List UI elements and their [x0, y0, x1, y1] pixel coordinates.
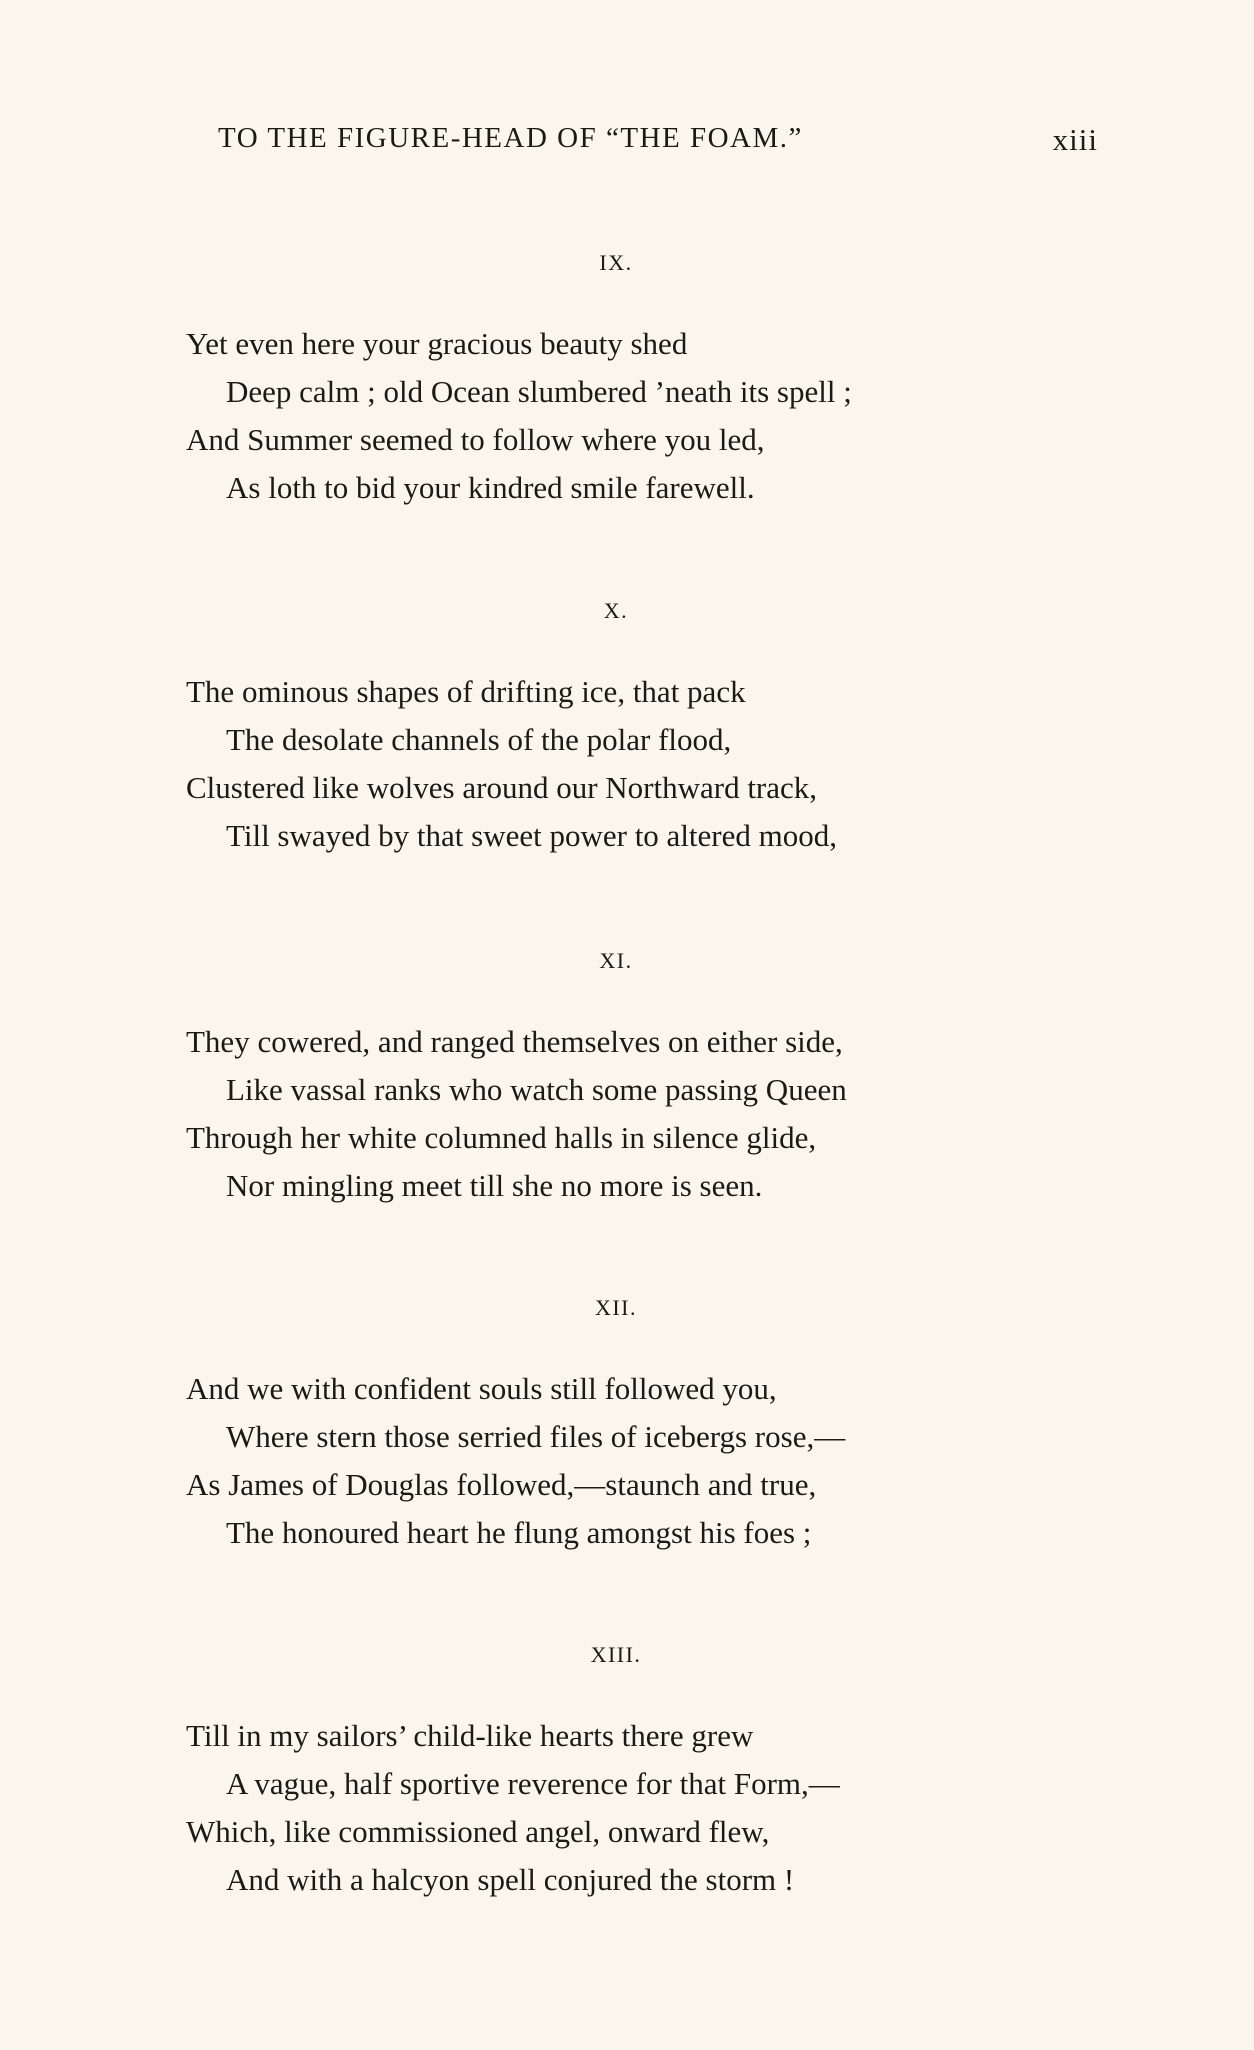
verse-line: Nor mingling meet till she no more is seen.	[226, 1168, 763, 1203]
verse-line: Like vassal ranks who watch some passing Queen	[226, 1072, 847, 1107]
verse-line: They cowered, and ranged themselves on either side,	[186, 1024, 843, 1059]
verse-line: A vague, half sportive reverence for that Form,—	[226, 1766, 840, 1801]
verse-line: Which, like commissioned angel, onward flew,	[186, 1814, 770, 1849]
stanza-numeral: XI.	[599, 948, 633, 973]
verse-line: Where stern those serried files of icebergs rose,—	[226, 1419, 846, 1454]
running-head-title: TO THE FIGURE-HEAD OF “THE FOAM.”	[218, 122, 803, 154]
stanza-lines	[186, 320, 1066, 512]
page-number: xiii	[1052, 122, 1098, 157]
verse-line: Deep calm ; old Ocean slumbered ’neath its spell ;	[226, 374, 852, 409]
running-head	[218, 122, 1098, 162]
stanza-numeral: X.	[603, 598, 629, 623]
verse-line: Yet even here your gracious beauty shed	[186, 326, 688, 361]
verse-line: The honoured heart he flung amongst his foes ;	[226, 1515, 812, 1550]
verse-line: And we with confident souls still followed you,	[186, 1371, 777, 1406]
verse-line: And Summer seemed to follow where you led,	[186, 422, 765, 457]
verse-line: Clustered like wolves around our Northward track,	[186, 770, 818, 805]
stanza-lines	[186, 1712, 1066, 1904]
stanza-numeral: XIII.	[590, 1642, 642, 1667]
verse-line: As James of Douglas followed,—staunch and true,	[186, 1467, 817, 1502]
verse-line: And with a halcyon spell conjured the storm !	[226, 1862, 795, 1897]
stanza-lines	[186, 668, 1066, 860]
verse-line: As loth to bid your kindred smile farewell.	[226, 470, 755, 505]
stanza-numeral: IX.	[599, 250, 633, 275]
verse-line: Through her white columned halls in silence glide,	[186, 1120, 817, 1155]
verse-line: The desolate channels of the polar flood,	[226, 722, 732, 757]
verse-line: Till in my sailors’ child-like hearts there grew	[186, 1718, 754, 1753]
stanza-numeral: XII.	[594, 1295, 638, 1320]
verse-line: Till swayed by that sweet power to altered mood,	[226, 818, 837, 853]
verse-line: The ominous shapes of drifting ice, that pack	[186, 674, 746, 709]
stanza-lines	[186, 1365, 1066, 1557]
stanza-lines	[186, 1018, 1066, 1210]
